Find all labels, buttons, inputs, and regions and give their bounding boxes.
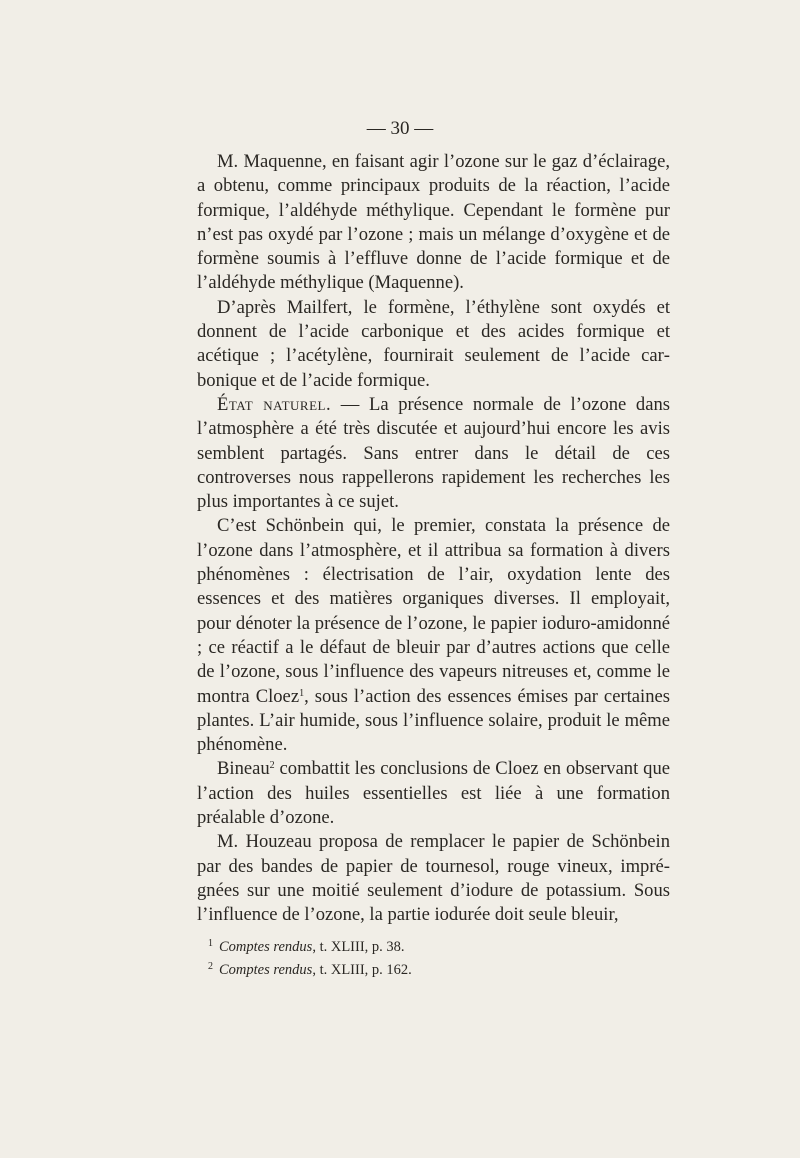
footnote-journal: Comptes rendus [219,962,313,978]
paragraph-mailfert [197,296,670,393]
footnotes [208,934,668,980]
body-text [197,150,670,928]
footnote [208,934,668,957]
paragraph-text: — La présence normale de l’ozone dans l’atmosphère a été très discutée et aujourd’hui encore les avis semblent partagés. Sans entrer dans le détail de ces controverses nous rappellerons rapidement les recherches les plus importantes à ce sujet. [197,393,670,513]
footnote-mark: 2 [208,961,213,972]
paragraph-text: C’est Schönbein qui, le premier, constata la présence de l’ozone dans l’atmosphère, et il attribua sa formation à divers phénomènes : électrisation de l’air, oxydation lente des essences et des matières organiques diverses. Il employait, pour dénoter la présence de l’ozone, le papier ioduro-amidonné ; ce réactif a le défaut de bleuir par d’autres actions que celle de l’ozone, sous l’influence des vapeurs nitreuses et, comme le montra Cloez [197,515,670,707]
footnote-reference: 1 [299,687,305,699]
paragraph-text: M. Maquenne, en faisant agir l’ozone sur le gaz d’éclairage, a obtenu, comme principaux produits de la réaction, l’acide formique, l’aldéhyde méthylique. Cependant le formène pur n’est pas oxydé par l’ozone ; mais un mélange d’oxygène et de formène soumis à l’effluve donne de l’acide formique et de l’aldéhyde méthylique (Maquenne). [197,151,670,294]
paragraph-bineau [197,757,670,830]
footnote-reference-text: , t. XLIII, p. 162. [312,962,412,978]
paragraph-etat-naturel [197,393,670,514]
paragraph-text: M. Houzeau proposa de remplacer le papier de Schönbein par des bandes de papier de tournesol, rouge vineux, imprégnées sur une moitié seulement d’iodure de potassium. Sous l’influence de l’ozone, la partie iodurée doit seule bleuir, [197,831,670,926]
paragraph-houzeau [197,830,670,927]
footnote-reference-text: , t. XLIII, p. 38. [312,939,405,955]
paragraph-text: combattit les conclusions de Cloez en observant que l’action des huiles essentielles est liée à une formation préalable d’ozone. [197,758,670,829]
paragraph-maquenne [197,150,670,296]
paragraph-text: D’après Mailfert, le formène, l’éthylène sont oxydés et donnent de l’acide carbonique et des acides formique et acétique ; l’acétylène, fournirait seulement de l’acide carbonique et de l’acide formique. [197,296,670,391]
page-number: — 30 — [366,118,434,139]
footnote-reference: 2 [269,760,275,772]
section-heading: État naturel. [217,393,332,415]
footnote-journal: Comptes rendus [219,939,313,955]
paragraph-text: Bineau [217,758,270,780]
paragraph-text: , sous l’action des essences émises par certaines plantes. L’air humide, sous l’influence solaire, produit le même phénomène. [197,685,671,756]
footnote-mark: 1 [208,938,213,949]
paragraph-schonbein [197,514,670,757]
footnote [208,957,668,980]
